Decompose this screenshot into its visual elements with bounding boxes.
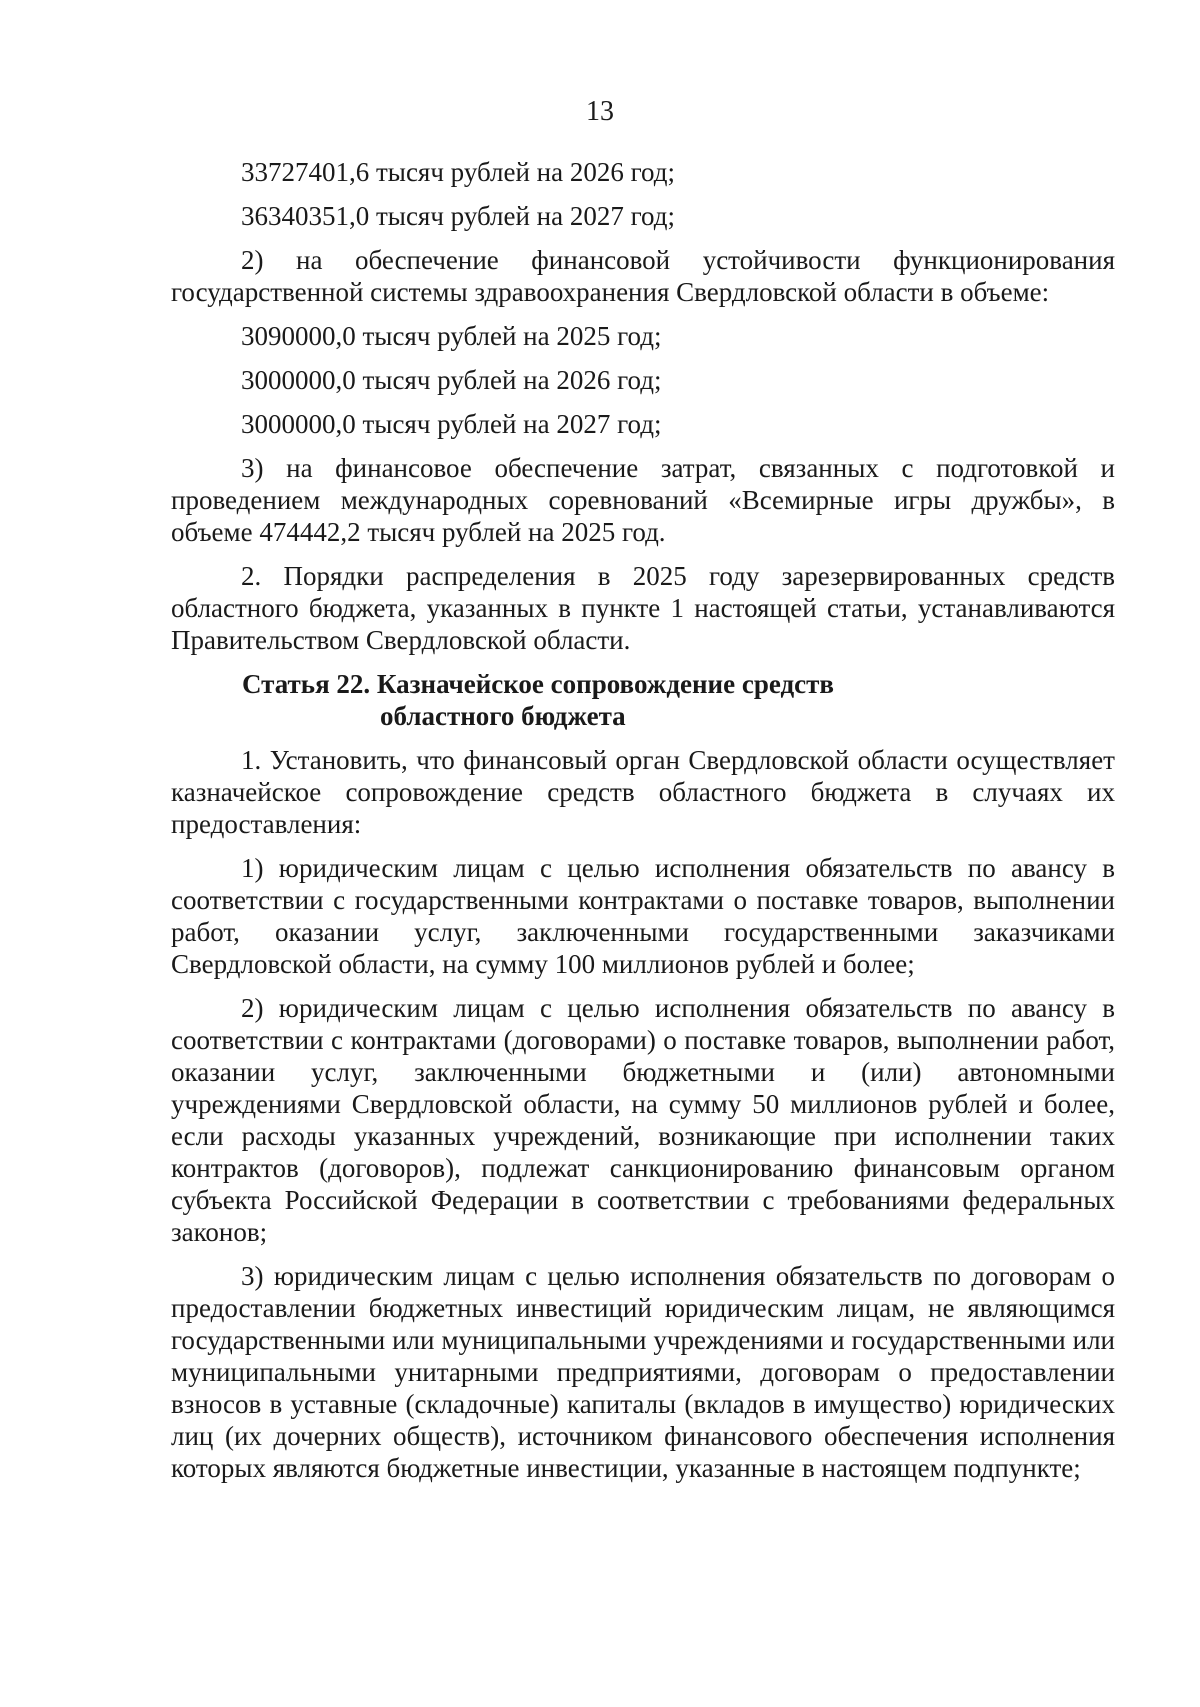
paragraph-distribution-orders: 2. Порядки распределения в 2025 году зарезервированных средств областного бюджета, указанных в пункте 1 настоящей статьи, устанавливаются Правительством Свердловской области. xyxy=(171,561,1115,655)
paragraph-healthcare-stability: 2) на обеспечение финансовой устойчивости функционирования государственной системы здравоохранения Свердловской области в объеме: xyxy=(171,245,1115,307)
document-body xyxy=(171,156,1115,1496)
healthcare-amount-2027: 3000000,0 тысяч рублей на 2027 год; xyxy=(241,409,662,439)
list-item-1: 1) юридическим лицам с целью исполнения обязательств по авансу в соответствии с государственными контрактами о поставке товаров, выполнении работ, оказании услуг, заключенными государственными заказчиками Свердловской области, на сумму 100 миллионов рублей и более; xyxy=(171,853,1115,979)
article-heading xyxy=(242,668,1115,732)
article-title-line-1: Статья 22. Казначейское сопровождение средств xyxy=(242,669,834,699)
list-item-3: 3) юридическим лицам с целью исполнения обязательств по договорам о предоставлении бюджетных инвестиций юридическим лицам, не являющимся государственными или муниципальными учреждениями и государственными или муниципальными унитарными предприятиями, договорам о предоставлении взносов в уставные (складочные) капиталы (вкладов в имущество) юридических лиц (их дочерних обществ), источником финансового обеспечения исполнения которых являются бюджетные инвестиции, указанные в настоящем подпункте; xyxy=(171,1261,1115,1483)
amount-line-2026: 33727401,6 тысяч рублей на 2026 год; xyxy=(241,157,675,187)
page-number: 13 xyxy=(586,96,614,127)
healthcare-amount-2026: 3000000,0 тысяч рублей на 2026 год; xyxy=(241,365,662,395)
paragraph-friendship-games: 3) на финансовое обеспечение затрат, связанных с подготовкой и проведением международных соревнований «Всемирные игры дружбы», в объеме 474442,2 тысяч рублей на 2025 год. xyxy=(171,453,1115,547)
article-title-line-2: областного бюджета xyxy=(380,701,626,731)
paragraph-establish: 1. Установить, что финансовый орган Свердловской области осуществляет казначейское сопровождение средств областного бюджета в случаях их предоставления: xyxy=(171,745,1115,839)
healthcare-amount-2025: 3090000,0 тысяч рублей на 2025 год; xyxy=(241,321,662,351)
amount-line-2027: 36340351,0 тысяч рублей на 2027 год; xyxy=(241,201,675,231)
list-item-2: 2) юридическим лицам с целью исполнения обязательств по авансу в соответствии с контрактами (договорами) о поставке товаров, выполнении работ, оказании услуг, заключенными бюджетными и (или) автономными учреждениями Свердловской области, на сумму 50 миллионов рублей и более, если расходы указанных учреждений, возникающие при исполнении таких контрактов (договоров), подлежат санкционированию финансовым органом субъекта Российской Федерации в соответствии с требованиями федеральных законов; xyxy=(171,993,1115,1247)
